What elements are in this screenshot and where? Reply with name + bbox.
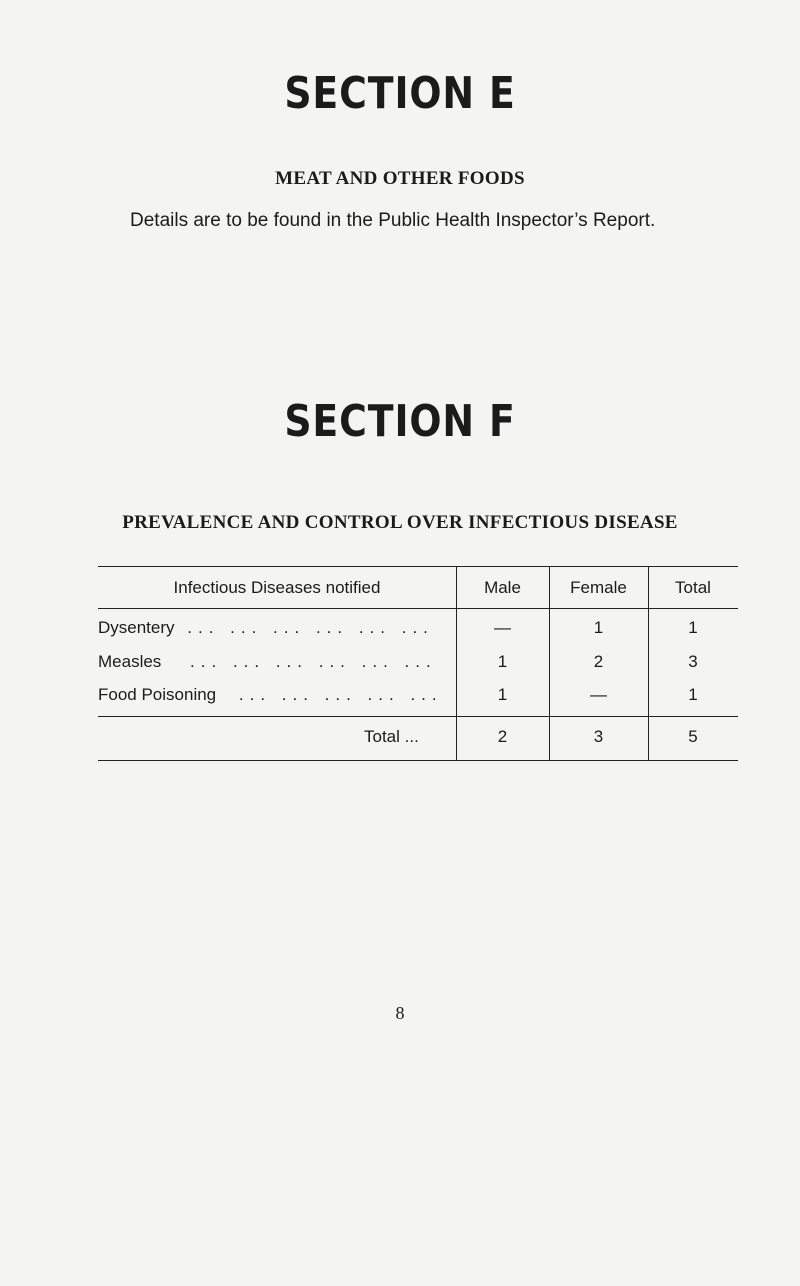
header-male: Male <box>484 578 521 597</box>
male-count: 1 <box>497 652 508 671</box>
female-count: 2 <box>593 652 604 671</box>
table-row-dysentery <box>98 618 434 638</box>
table-bottom-rule <box>98 760 738 761</box>
page-number: 8 <box>395 1003 405 1023</box>
total-count: 1 <box>688 685 698 704</box>
female-total: 3 <box>593 727 604 746</box>
male-count: — <box>494 618 511 637</box>
header-disease: Infectious Diseases notified <box>173 578 381 597</box>
section-f-subtitle: PREVALENCE AND CONTROL OVER INFECTIOUS DISEASE <box>122 512 678 533</box>
leader-dots: ... ... ... ... ... ... <box>187 618 434 637</box>
table-row-measles <box>98 652 437 672</box>
female-count: 1 <box>593 618 604 637</box>
header-total: Total <box>675 578 711 597</box>
male-total: 2 <box>497 727 508 746</box>
leader-dots: ... ... ... ... ... ... <box>190 652 437 671</box>
leader-dots: ... ... ... ... ... <box>238 685 443 704</box>
grand-total: 5 <box>688 727 698 746</box>
section-e-title: SECTION E <box>284 68 516 119</box>
table-total-rule <box>98 716 738 717</box>
section-e-body: Details are to be found in the Public Health Inspector’s Report. <box>130 210 656 231</box>
total-count: 1 <box>688 618 698 637</box>
section-f-title: SECTION F <box>284 396 516 447</box>
male-count: 1 <box>497 685 508 704</box>
table-top-rule <box>98 566 738 567</box>
header-female: Female <box>570 578 627 597</box>
total-count: 3 <box>688 652 698 671</box>
disease-name: Measles <box>98 652 162 671</box>
female-count: — <box>590 685 607 704</box>
table-row-food-poisoning <box>98 685 443 705</box>
total-label: Total ... <box>364 727 419 746</box>
section-e-subtitle: MEAT AND OTHER FOODS <box>275 168 525 189</box>
disease-name: Food Poisoning <box>98 685 217 704</box>
disease-name: Dysentery <box>98 618 175 637</box>
table-header-rule <box>98 608 738 609</box>
